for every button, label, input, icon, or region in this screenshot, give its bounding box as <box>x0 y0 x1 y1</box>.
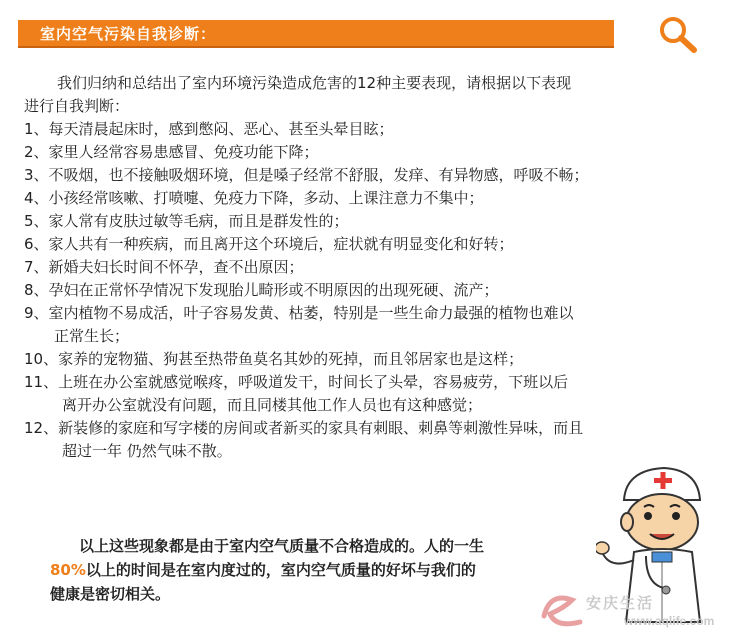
logo-url: www.aqlife.com <box>624 614 715 628</box>
list-item: 10、家养的宠物猫、狗甚至热带鱼莫名其妙的死掉，而且邻居家也是这样； <box>24 350 524 368</box>
logo-text: 安庆生活 <box>586 594 655 612</box>
summary-line-1: 以上这些现象都是由于室内空气质量不合格造成的。人的一生 <box>79 537 485 555</box>
list-item: 9、室内植物不易成活，叶子容易发黄、枯萎，特别是一些生命力最强的植物也难以 正常生长； <box>24 302 724 348</box>
site-logo <box>536 586 736 636</box>
list-item-continuation: 正常生长； <box>54 327 130 345</box>
section-banner <box>18 20 614 48</box>
percentage-highlight: 80% <box>50 561 86 579</box>
list-item: 6、家人共有一种疾病，而且离开这个环境后，症状就有明显变化和好转； <box>24 235 514 253</box>
list-item: 8、孕妇在正常怀孕情况下发现胎儿畸形或不明原因的出现死硬、流产； <box>24 281 499 299</box>
symptom-list <box>24 118 724 463</box>
list-item-continuation: 离开办公室就没有问题，而且同楼其他工作人员也有这种感觉； <box>62 396 483 414</box>
intro-paragraph <box>24 72 714 118</box>
intro-line-1: 我们归纳和总结出了室内环境污染造成危害的12种主要表现，请根据以下表现 <box>57 74 572 92</box>
list-item: 4、小孩经常咳嗽、打喷嚏、免疫力下降，多动、上课注意力不集中； <box>24 189 484 207</box>
list-item: 12、新装修的家庭和写字楼的房间或者新买的家具有刺眼、刺鼻等刺激性异味，而且 超过一年 仍然气味不散。 <box>24 417 724 463</box>
list-item-continuation: 超过一年 仍然气味不散。 <box>62 442 232 460</box>
list-item: 1、每天清晨起床时，感到憋闷、恶心、甚至头晕目眩； <box>24 120 394 138</box>
list-item: 3、不吸烟，也不接触吸烟环境，但是嗓子经常不舒服，发痒、有异物感，呼吸不畅； <box>24 166 589 184</box>
search-icon <box>656 14 700 54</box>
summary-paragraph <box>50 534 590 606</box>
list-item: 5、家人常有皮肤过敏等毛病，而且是群发性的； <box>24 212 349 230</box>
list-item: 7、新婚夫妇长时间不怀孕，查不出原因； <box>24 258 304 276</box>
summary-line-3: 健康是密切相关。 <box>50 585 171 603</box>
summary-line-2: 80%以上的时间是在室内度过的，室内空气质量的好坏与我们的 <box>50 561 476 579</box>
list-item: 11、上班在办公室就感觉喉疼，呼吸道发干，时间长了头晕，容易疲劳，下班以后 离开办公室就没有问题，而且同楼其他工作人员也有这种感觉； <box>24 371 724 417</box>
list-item: 2、家里人经常容易患感冒、免疫功能下降； <box>24 143 319 161</box>
intro-line-2: 进行自我判断： <box>24 97 130 115</box>
banner-title: 室内空气污染自我诊断： <box>40 25 217 43</box>
